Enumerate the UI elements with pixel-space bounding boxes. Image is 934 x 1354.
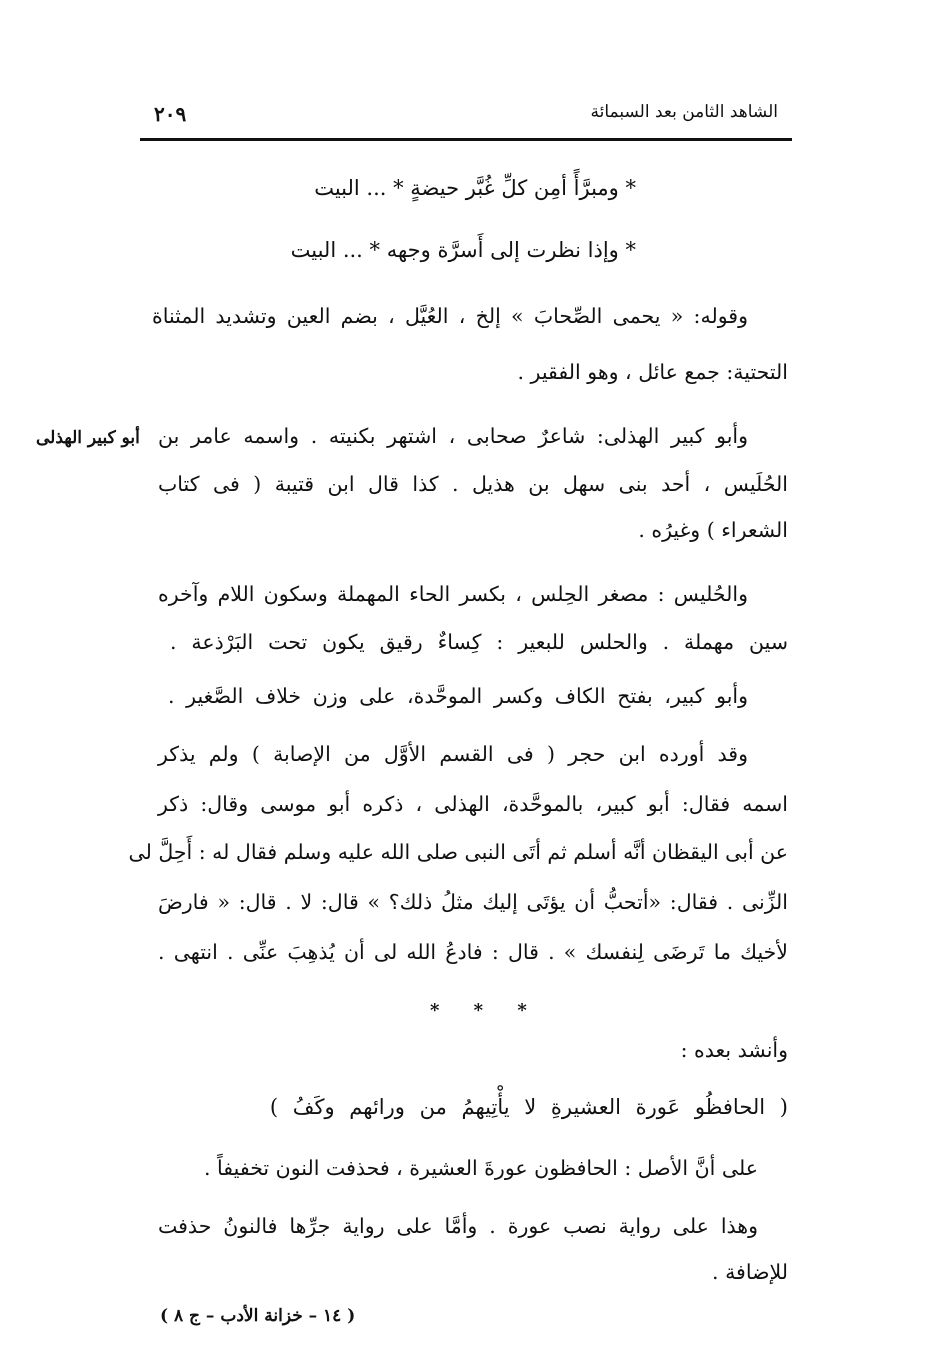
paragraph-line: وهذا على رواية نصب عورة . وأمَّا على رواية جرِّها فالنونُ حذفت [158,1214,758,1238]
paragraph-line: وقد أورده ابن حجر ( فى القسم الأوَّل من الإصابة ) ولم يذكر [158,742,748,766]
paragraph-line: وقوله: « يحمى الصِّحابَ » إلخ ، العُيَّل ، بضم العين وتشديد المثناة [152,304,748,328]
running-title: الشاهد الثامن بعد السبمائة [590,102,778,122]
paragraph-line: والحُليس : مصغر الحِلس ، بكسر الحاء المهملة وسكون اللام وآخره [158,582,748,606]
paragraph-line: الشعراء ) وغيرُه . [638,518,788,542]
page-number: ٢٠٩ [154,102,187,126]
paragraph-line: سين مهملة . والحلس للبعير : كِساءٌ رقيق يكون تحت البَرْذعة . [170,630,788,654]
paragraph-line: على أنَّ الأصل : الحافظون عورةَ العشيرة ، فحذفت النون تخفيفاً . [203,1156,758,1180]
paragraph-line: التحتية: جمع عائل ، وهو الفقير . [517,360,788,384]
verse-line: * وإذا نظرت إلى أَسرَّة وجهه * ... البيت [290,238,636,262]
section-separator: * * * [430,1000,541,1021]
paragraph-line: عن أبى اليقظان أنَّه أسلم ثم أتَى النبى صلى الله عليه وسلم فقال له : أَحِلَّ لى [128,840,788,864]
margin-note: أبو كبير الهذلى [36,428,140,448]
intro-line: وأنشد بعده : [680,1038,788,1062]
page-header [140,98,788,134]
verse-line: * ومبرَّأً أمِن كلِّ غُبَّر حيضةٍ * ... البيت [314,176,636,200]
paragraph-line: الحُلَيس ، أحد بنى سهل بن هذيل . كذا قال ابن قتيبة ( فى كتاب [158,472,788,496]
paragraph-line: لأخيك ما تَرضَى لِنفسك » . قال : فادعُ الله لى أن يُذهِبَ عنِّى . انتهى . [158,940,788,964]
paragraph-line: اسمه فقال: أبو كبير، بالموحَّدة، الهذلى ، ذكره أبو موسى وقال: ذكر [158,792,788,816]
paragraph-line: وأبو كبير الهذلى: شاعرٌ صحابى ، اشتهر بكنيته . واسمه عامر بن [158,424,748,448]
footer-signature: ( ١٤ – خزانة الأدب – ج ٨ ) [160,1306,356,1326]
paragraph-line: الزِّنى . فقال: «أتحبُّ أن يؤتَى إليك مثلُ ذلك؟ » قال: لا . قال: « فارضَ [158,890,788,914]
paragraph-line: وأبو كبير، بفتح الكاف وكسر الموحَّدة، على وزن خلاف الصَّغير . [168,684,748,708]
header-rule [140,138,792,141]
poem-verse: ( الحافظُو عَورة العشيرةِ لا يأْتِيهمُ من ورائهم وكَفُ ) [269,1095,788,1119]
paragraph-line: للإضافة . [712,1260,788,1284]
